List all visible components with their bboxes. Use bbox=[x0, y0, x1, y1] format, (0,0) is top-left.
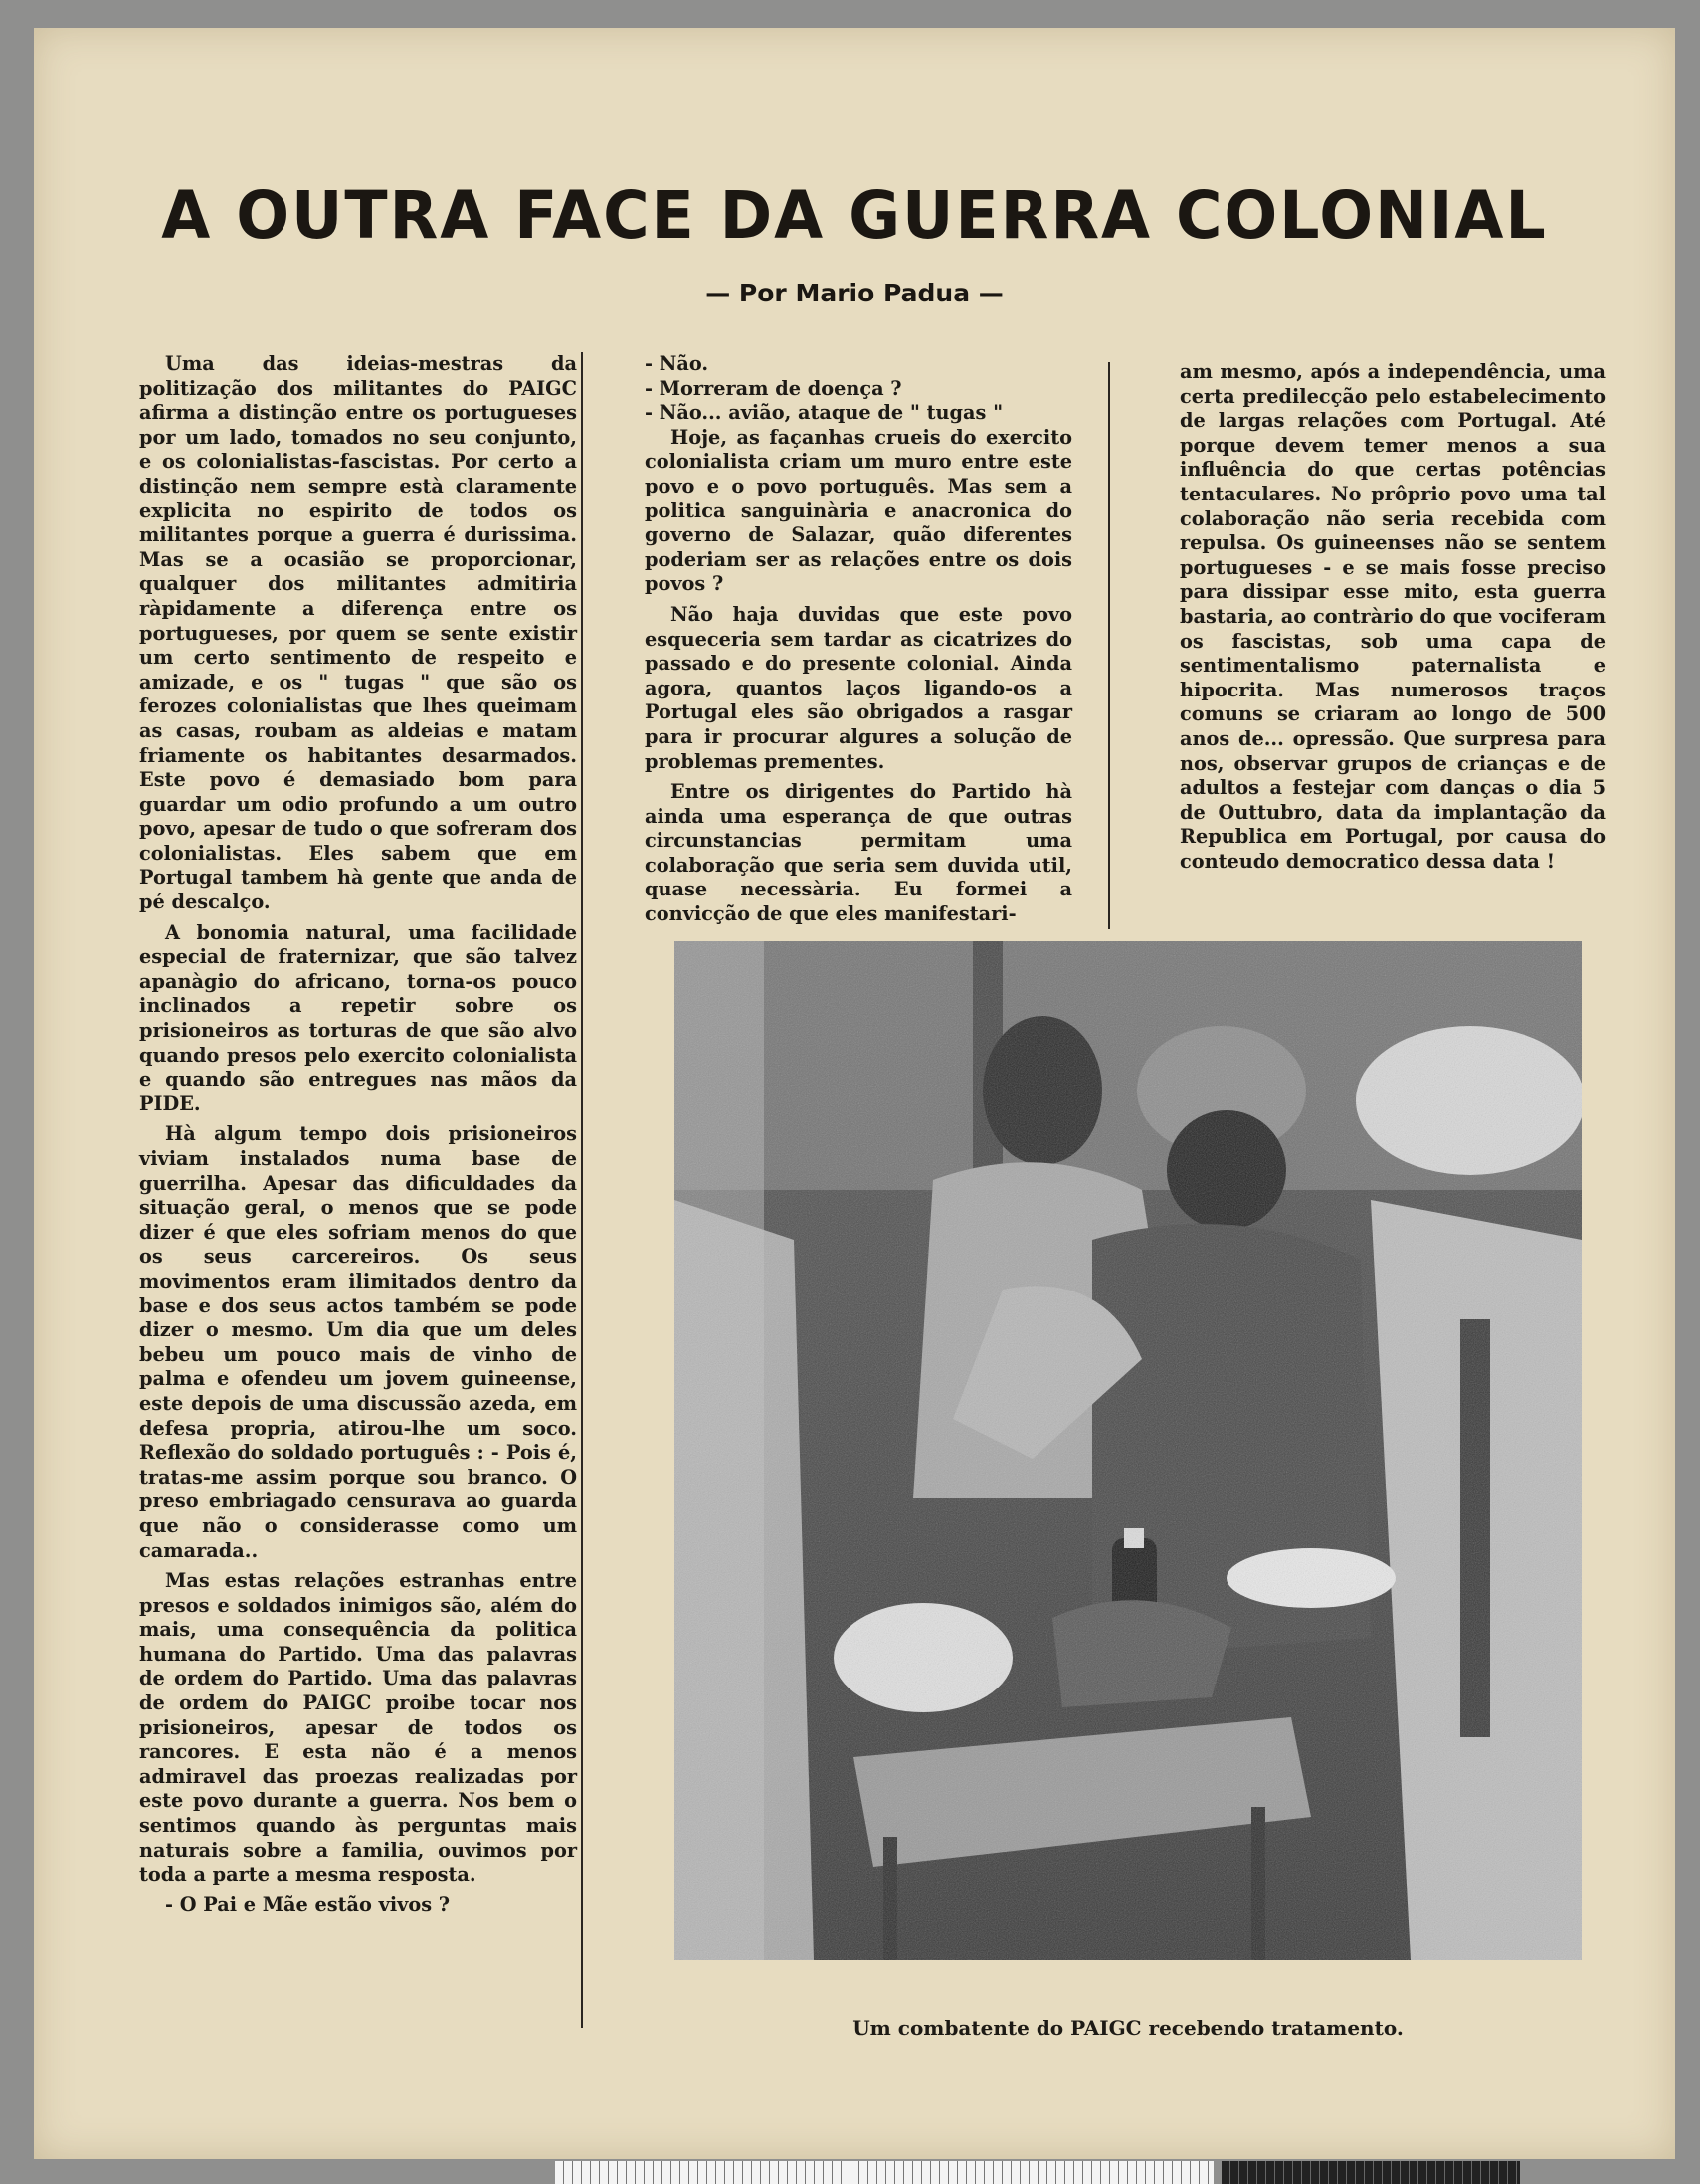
paragraph: Entre os dirigentes do Partido hà ainda uma esperança de que outras circunstancias permitam uma colaboração que seria sem duvida util, quase necessària. Eu formei a convicção de que eles manifestari- bbox=[645, 780, 1072, 926]
newspaper-page bbox=[34, 28, 1675, 2159]
column-divider bbox=[1108, 362, 1110, 929]
text-column-2 bbox=[645, 352, 1072, 933]
paragraph: Uma das ideias-mestras da politização dos militantes do PAIGC afirma a distinção entre os portugueses por um lado, tomados no seu conjunto, e os colonialistas-fascistas. Por certo a distinção nem sempre està claramente explicita no espirito de todos os militantes porque a guerra é durissima. Mas se a ocasião se proporcionar, qualquer dos militantes admitiria ràpidamente a diferença entre os portugueses, por quem se sente existir um certo sentimento de respeito e amizade, e os " tugas " que são os ferozes colonialistas que lhes queimam as casas, roubam as aldeias e matam friamente os habitantes desarmados. Este povo é demasiado bom para guardar um odio profundo a um outro povo, apesar de tudo o que sofreram dos colonialistas. Eles sabem que em Portugal tambem hà gente que anda de pé descalço. bbox=[139, 352, 577, 914]
photo-illustration bbox=[674, 941, 1582, 1960]
paragraph: am mesmo, após a independência, uma certa predilecção pelo estabelecimento de largas relações com Portugal. Até porque devem temer menos a sua influência do que certas potências tentaculares. No prôprio povo uma tal colaboração não seria recebida com repulsa. Os guineenses não se sentem portugueses - e se mais fosse preciso para dissipar esse mito, esta guerra bastaria, ao contràrio do que vociferam os fascistas, sob uma capa de sentimentalismo paternalista e hipocrita. Mas numerosos traços comuns se criaram ao longo de 500 anos de... opressão. Que surpresa para nos, observar grupos de crianças e de adultos a festejar com danças o dia 5 de Outtubro, data da implantação da Republica em Portugal, por causa do conteudo democratico dessa data ! bbox=[1180, 360, 1606, 873]
paragraph: - Não... avião, ataque de " tugas " bbox=[645, 401, 1004, 425]
paragraph: A bonomia natural, uma facilidade especial de fraternizar, que são talvez apanàgio do africano, torna-os pouco inclinados a repetir sobre os prisioneiros as torturas de que são alvo quando presos pelo exercito colonialista e quando são entregues nas mãos da PIDE. bbox=[139, 920, 577, 1115]
paragraph: - Morreram de doença ? bbox=[645, 376, 902, 400]
article-byline: — Por Mario Padua — bbox=[705, 279, 1004, 307]
paragraph: Hà algum tempo dois prisioneiros viviam instalados numa base de guerrilha. Apesar das dificuldades da situação geral, o menos que se pode dizer é que eles sofriam menos do que os seus carcereiros. Os seus movimentos eram ilimitados dentro da base e dos seus actos também se pode dizer o mesmo. Um dia que um deles bebeu um pouco mais de vinho de palma e ofendeu um jovem guineense, este depois de uma discussão azeda, em defesa propria, atirou-lhe um soco. Reflexão do soldado português : - Pois é, tratas-me assim porque sou branco. O preso embriagado censurava ao guarda que não o considerasse como um camarada.. bbox=[139, 1122, 577, 1562]
article-title: A OUTRA FACE DA GUERRA COLONIAL bbox=[161, 177, 1548, 254]
paragraph: Hoje, as façanhas crueis do exercito colonialista criam um muro entre este povo e o povo português. Mas sem a politica sanguinària e anacronica do governo de Salazar, quão diferentes poderiam ser as relações entre os dois povos ? bbox=[645, 425, 1072, 596]
scale-ruler bbox=[1222, 2161, 1520, 2184]
scale-ruler bbox=[555, 2161, 1214, 2184]
paragraph: - Não. bbox=[645, 352, 709, 375]
paragraph: Não haja duvidas que este povo esqueceria sem tardar as cicatrizes do passado e do presente colonial. Ainda agora, quantos laços ligando-os a Portugal eles são obrigados a rasgar para ir procurar algures a solução de problemas prementes. bbox=[645, 602, 1072, 773]
photograph bbox=[674, 941, 1582, 1960]
paragraph: - O Pai e Mãe estão vivos ? bbox=[165, 1892, 451, 1916]
paragraph: Mas estas relações estranhas entre presos e soldados inimigos são, além do mais, uma consequência da politica humana do Partido. Uma das palavras de ordem do Partido. Uma das palavras de ordem do PAIGC proibe tocar nos prisioneiros, apesar de todos os rancores. E esta não é a menos admiravel das proezas realizadas por este povo durante a guerra. Nos bem o sentimos quando às perguntas mais naturais sobre a familia, ouvimos por toda a parte a mesma resposta. bbox=[139, 1569, 577, 1886]
text-column-1 bbox=[139, 352, 577, 1923]
column-divider bbox=[581, 352, 583, 2028]
photo-caption: Um combatente do PAIGC recebendo tratamento. bbox=[852, 2016, 1404, 2040]
text-column-3 bbox=[1180, 360, 1606, 880]
